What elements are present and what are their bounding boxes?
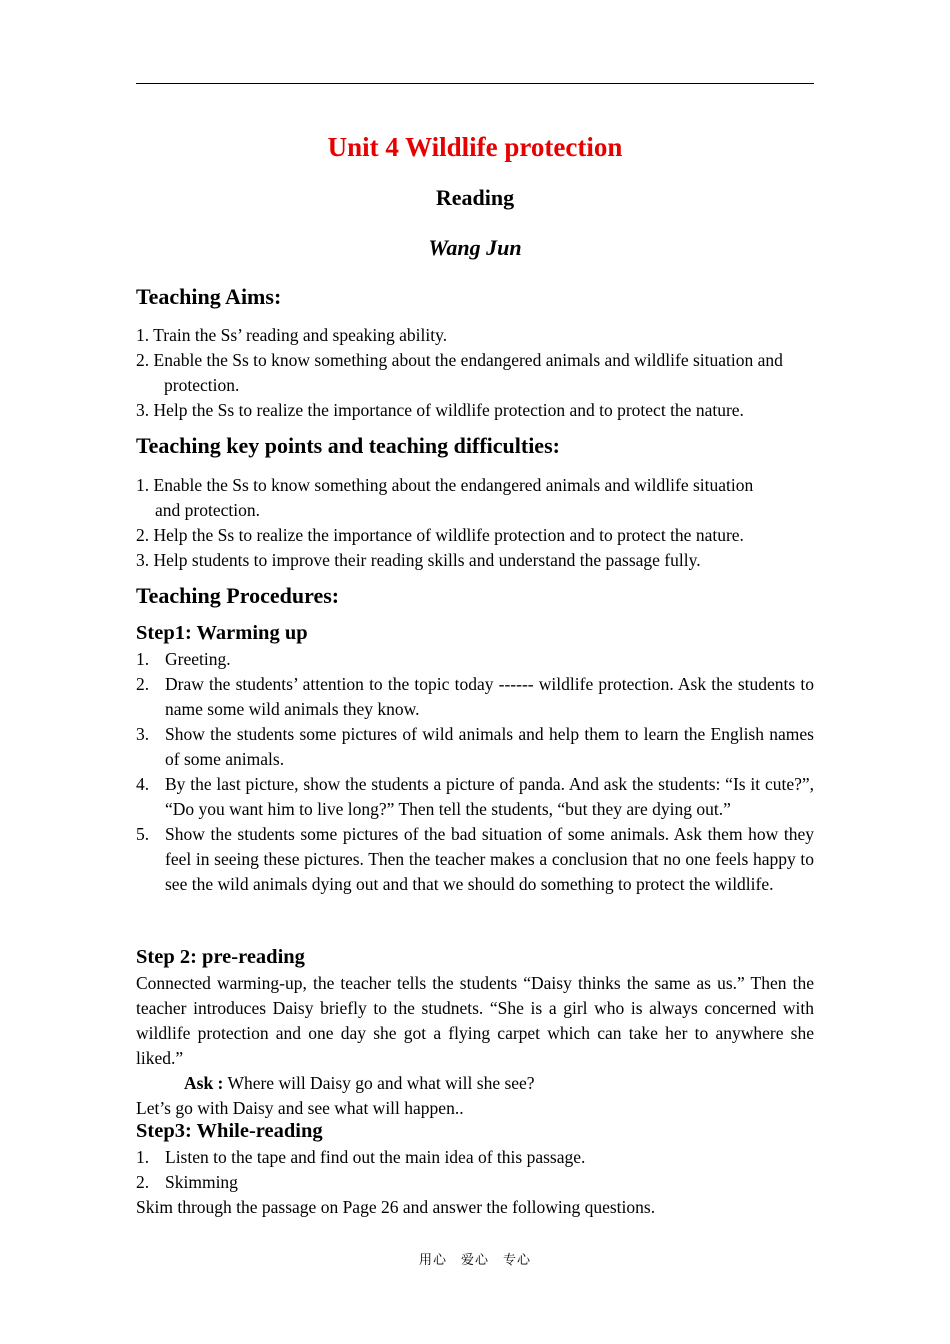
document-author: Wang Jun bbox=[428, 235, 522, 260]
keypoints-heading: Teaching key points and teaching difficulties: bbox=[136, 433, 560, 458]
step1-item-text: Show the students some pictures of wild animals and help them to learn the English names of some animals. bbox=[165, 724, 814, 769]
step1-item-text: Greeting. bbox=[165, 649, 231, 669]
step3-item-text: Skimming bbox=[165, 1172, 238, 1192]
step2-paragraph: Connected warming-up, the teacher tells the students “Daisy thinks the same as us.” Then the teacher introduces Daisy briefly to the studnets. “She is a girl who is always concerned with wildlife protection and one day she got a flying carpet which can take her to anywhere she liked.” bbox=[136, 973, 814, 1068]
page-footer: 用心 爱心 专心 bbox=[418, 1253, 531, 1268]
aims-item-2: 2. Enable the Ss to know something about the endangered animals and wildlife situation and protection. bbox=[136, 350, 783, 395]
step3-item-text: Listen to the tape and find out the main idea of this passage. bbox=[165, 1147, 586, 1167]
keypoints-item-1: 1. Enable the Ss to know something about the endangered animals and wildlife situation and protection. bbox=[136, 475, 754, 520]
step1-item bbox=[136, 822, 814, 897]
aims-item-3: 3. Help the Ss to realize the importance of wildlife protection and to protect the nature. bbox=[136, 400, 744, 420]
step3-heading: Step3: While-reading bbox=[136, 1120, 323, 1142]
step2-ask bbox=[136, 1071, 862, 1096]
step2-closing: Let’s go with Daisy and see what will happen.. bbox=[136, 1098, 464, 1118]
step1-item-number: 3. bbox=[136, 724, 150, 744]
step3-item-number: 1. bbox=[136, 1147, 150, 1167]
step1-item-number: 4. bbox=[136, 774, 150, 794]
step1-item-number: 5. bbox=[136, 824, 150, 844]
document-subtitle: Reading bbox=[435, 185, 515, 210]
step3-closing: Skim through the passage on Page 26 and answer the following questions. bbox=[136, 1197, 656, 1217]
step1-item-text: By the last picture, show the students a picture of panda. And ask the students: “Is it cute?”, “Do you want him to live long?” Then tell the students, “but they are dying out.” bbox=[165, 774, 814, 819]
step1-item-text: Draw the students’ attention to the topic today ------ wildlife protection. Ask the students to name some wild animals they know. bbox=[165, 674, 814, 719]
header-rule bbox=[136, 83, 814, 84]
aims-heading: Teaching Aims: bbox=[136, 284, 282, 309]
step1-item-number: 2. bbox=[136, 674, 150, 694]
keypoints-list bbox=[136, 473, 756, 523]
step1-item-text: Show the students some pictures of the bad situation of some animals. Ask them how they feel in seeing these pictures. Then the teacher makes a conclusion that no one feels happy to see the wild animals dying out and that we should do something to protect the wildlife. bbox=[165, 824, 814, 894]
step3-item bbox=[136, 1170, 814, 1195]
ask-label: Ask : bbox=[184, 1073, 224, 1093]
step1-heading: Step1: Warming up bbox=[136, 622, 308, 644]
step1-item bbox=[136, 647, 814, 672]
document-title: Unit 4 Wildlife protection bbox=[327, 132, 623, 162]
step1-item bbox=[136, 722, 814, 772]
keypoints-item-3: 3. Help students to improve their reading skills and understand the passage fully. bbox=[136, 550, 701, 570]
procedures-heading: Teaching Procedures: bbox=[136, 583, 340, 608]
step1-list bbox=[136, 647, 814, 897]
step1-item bbox=[136, 772, 814, 822]
keypoints-item-2: 2. Help the Ss to realize the importance of wildlife protection and to protect the nature. bbox=[136, 525, 744, 545]
step3-item-number: 2. bbox=[136, 1172, 150, 1192]
step1-item-number: 1. bbox=[136, 649, 150, 669]
step3-list bbox=[136, 1145, 814, 1195]
step3-item bbox=[136, 1145, 814, 1170]
aims-item-1: 1. Train the Ss’ reading and speaking ability. bbox=[136, 325, 448, 345]
step2-heading: Step 2: pre-reading bbox=[136, 946, 305, 968]
keypoints-list-rest bbox=[136, 523, 814, 573]
ask-text: Where will Daisy go and what will she see? bbox=[223, 1073, 535, 1093]
step1-item bbox=[136, 672, 814, 722]
aims-list bbox=[136, 323, 814, 423]
